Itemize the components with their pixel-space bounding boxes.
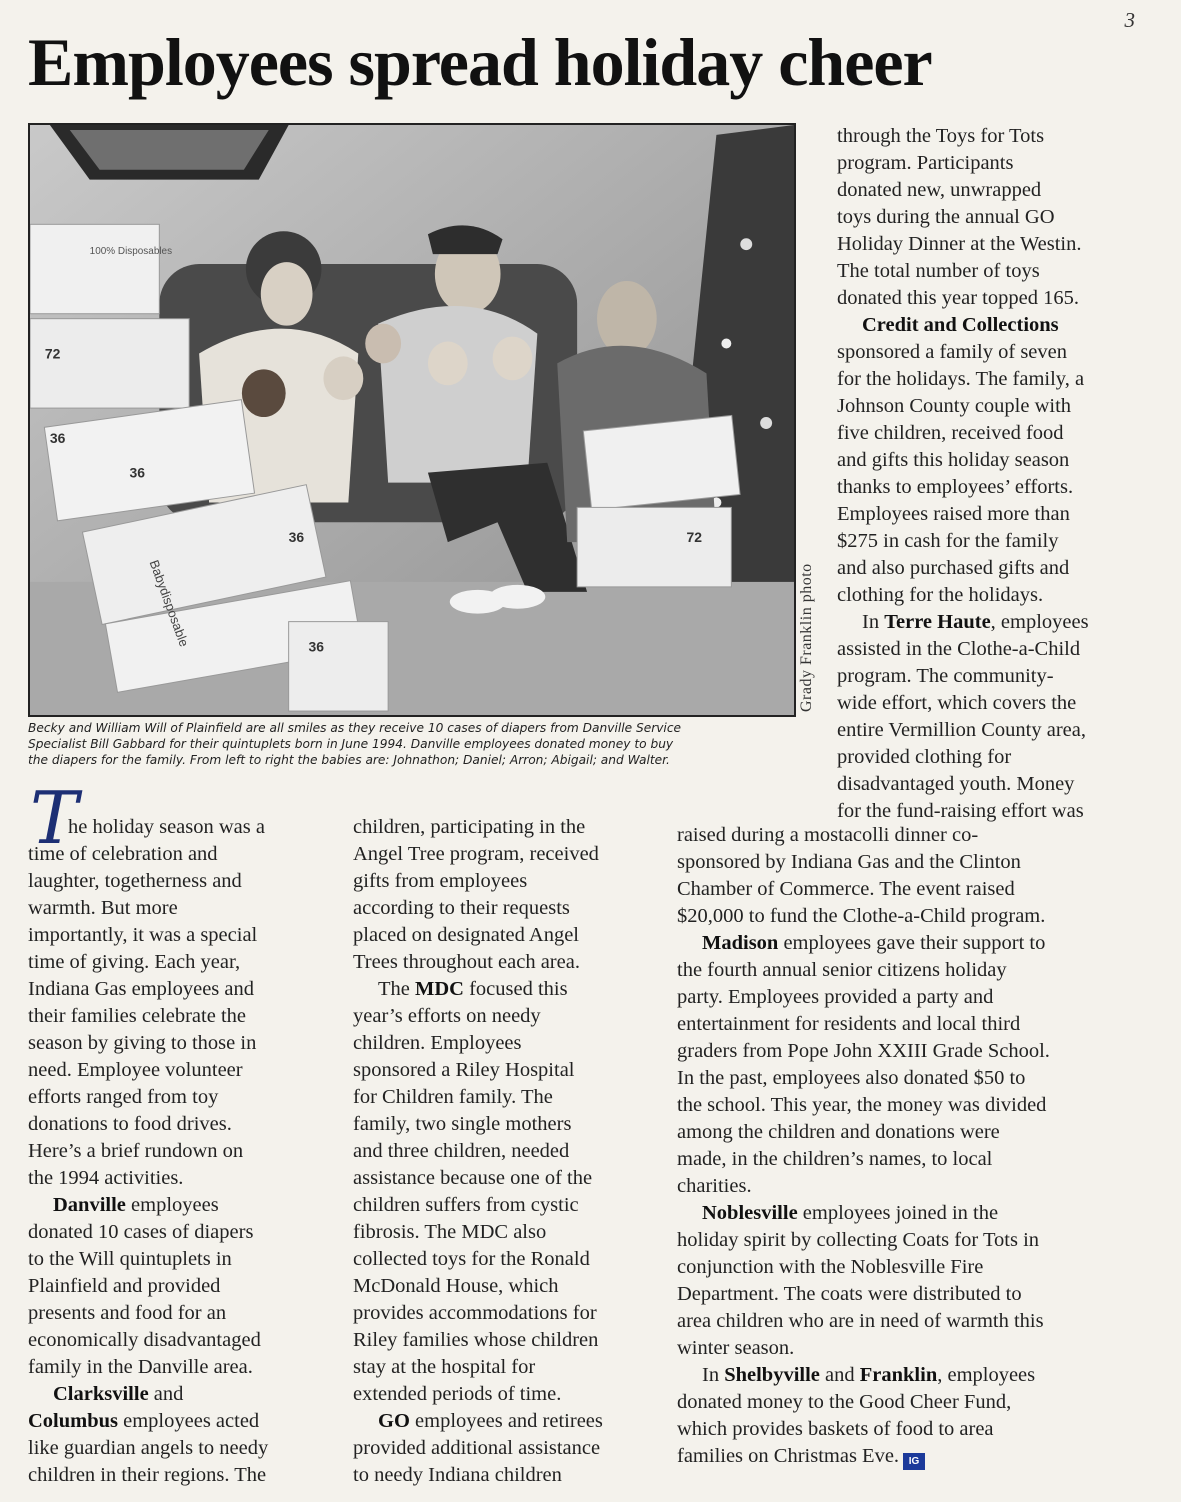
text-line [837,393,1089,420]
text-line [837,636,1089,663]
text-run: assistance because one of the [353,1167,593,1189]
text-run: Trees throughout each area. [353,951,580,973]
text-run: assisted in the Clothe-a-Child [837,638,1081,660]
text-run: winter season. [677,1337,795,1359]
text-line [28,1030,268,1057]
text-line [28,1057,268,1084]
text-run: for the holidays. The family, a [837,368,1085,390]
drop-cap: T [30,776,79,860]
text-line [28,1219,268,1246]
text-line [353,1435,603,1462]
text-line [677,1119,1050,1146]
text-run: importantly, it was a special [28,924,258,946]
text-line [28,922,268,949]
text-run: to needy Indiana children [353,1464,562,1486]
bold-location: Franklin [859,1364,938,1386]
text-run: to the Will quintuplets in [28,1248,232,1270]
text-line [677,849,1050,876]
text-line [28,1192,268,1219]
text-run: time of celebration and [28,843,218,865]
photo-box-label: 36 [49,429,66,446]
article-column-1 [28,814,268,1489]
ig-logo-icon: IG [903,1453,925,1470]
text-run: for Children family. The [353,1086,553,1108]
text-run: conjunction with the Noblesville Fire [677,1256,984,1278]
text-line [837,582,1089,609]
text-line [837,663,1089,690]
text-line [28,868,268,895]
text-line [353,976,603,1003]
text-line [837,123,1089,150]
text-run: collected toys for the Ronald [353,1248,590,1270]
text-run: provides accommodations for [353,1302,597,1324]
text-run: he holiday season was a [68,816,265,838]
text-run: , employees [937,1364,1036,1386]
text-run: The total number of toys [837,260,1040,282]
bold-location: Danville [53,1194,126,1216]
text-line [28,976,268,1003]
caption-line: Becky and William Will of Plainfield are all smiles as they receive 10 cases of diapers from Danville Service [28,721,682,735]
text-line [28,1111,268,1138]
text-line [353,1192,603,1219]
text-run: employees acted [118,1410,260,1432]
text-line [837,717,1089,744]
text-run: The [378,978,415,1000]
text-run: entertainment for residents and local third [677,1013,1021,1035]
text-line [837,771,1089,798]
text-line [837,474,1089,501]
text-line [837,690,1089,717]
text-line [353,1300,603,1327]
text-run: raised during a mostacolli dinner co- [677,824,979,846]
text-run: sponsored a family of seven [837,341,1067,363]
text-line [353,1138,603,1165]
text-run: In [702,1364,725,1386]
text-run: children in their regions. The [28,1464,267,1486]
text-run: In the past, employees also donated $50 to [677,1067,1026,1089]
text-line [353,949,603,976]
text-line [28,1381,268,1408]
text-run: Johnson County couple with [837,395,1072,417]
text-run: sponsored by Indiana Gas and the Clinton [677,851,1021,873]
text-run: McDonald House, which [353,1275,559,1297]
text-line [353,895,603,922]
text-line [677,1281,1050,1308]
text-line [677,822,1050,849]
text-line [28,1408,268,1435]
text-line [28,949,268,976]
text-run: time of giving. Each year, [28,951,241,973]
text-run: holiday spirit by collecting Coats for Tots in [677,1229,1040,1251]
text-line [28,1354,268,1381]
text-line [837,258,1089,285]
text-run: In [862,611,885,633]
text-line [837,447,1089,474]
photo-box-label: 36 [129,464,145,481]
text-line [677,1308,1050,1335]
text-line [837,285,1089,312]
text-run: and three children, needed [353,1140,570,1162]
text-line [353,1030,603,1057]
caption-line: Specialist Bill Gabbard for their quintuplets born in June 1994. Danville employees donated money to buy [28,737,674,751]
text-line [837,312,1089,339]
text-run: focused this [463,978,568,1000]
text-line [677,930,1050,957]
text-run: program. Participants [837,152,1014,174]
text-line [677,1443,1050,1470]
article-column-3 [677,822,1050,1470]
text-run: $20,000 to fund the Clothe-a-Child program. [677,905,1046,927]
text-line [677,1254,1050,1281]
text-run: Riley families whose children [353,1329,599,1351]
bold-location: Madison [702,932,779,954]
text-run: their families celebrate the [28,1005,246,1027]
text-run: the 1994 activities. [28,1167,184,1189]
text-line [28,895,268,922]
text-line [353,814,603,841]
text-run: Chamber of Commerce. The event raised [677,878,1015,900]
text-run: donations to food drives. [28,1113,232,1135]
text-run: Holiday Dinner at the Westin. [837,233,1082,255]
text-run: employees gave their support to [778,932,1046,954]
text-line [677,1227,1050,1254]
text-run: among the children and donations were [677,1121,1000,1143]
text-run: extended periods of time. [353,1383,562,1405]
text-run: and [819,1364,860,1386]
text-line [837,609,1089,636]
text-line [837,150,1089,177]
text-run: family, two single mothers [353,1113,572,1135]
bold-location: Terre Haute [884,611,991,633]
text-line [677,1389,1050,1416]
photo-box-label: 36 [308,638,325,655]
text-run: Here’s a brief rundown on [28,1140,244,1162]
photo-box-label: 36 [288,529,305,546]
text-run: wide effort, which covers the [837,692,1077,714]
text-line [837,366,1089,393]
text-line [677,1416,1050,1443]
text-line [353,1327,603,1354]
text-run: children, participating in the [353,816,586,838]
text-run: efforts ranged from toy [28,1086,219,1108]
text-line [28,841,268,868]
text-run: laughter, togetherness and [28,870,242,892]
text-line [677,957,1050,984]
text-run: like guardian angels to needy [28,1437,269,1459]
text-run: need. Employee volunteer [28,1059,243,1081]
text-line [28,1246,268,1273]
text-line [28,814,268,841]
text-run: the fourth annual senior citizens holiday [677,959,1007,981]
bold-location: Clarksville [53,1383,149,1405]
photo-caption [28,720,798,768]
page-number: 3 [1124,8,1135,32]
text-line [677,1038,1050,1065]
text-run: program. The community- [837,665,1054,687]
text-run: warmth. But more [28,897,178,919]
text-line [677,1146,1050,1173]
text-run: Angel Tree program, received [353,843,599,865]
text-run: employees joined in the [797,1202,999,1224]
text-line [677,1362,1050,1389]
text-line [353,841,603,868]
photo-box-label: 72 [686,529,703,546]
photo-box-label: Babydisposable [146,557,192,649]
text-line [677,1335,1050,1362]
text-line [353,1111,603,1138]
text-line [837,339,1089,366]
text-run: graders from Pope John XXIII Grade School. [677,1040,1050,1062]
text-run: party. Employees provided a party and [677,986,994,1008]
text-line [837,204,1089,231]
text-run: five children, received food [837,422,1064,444]
text-line [28,1435,268,1462]
text-run: which provides baskets of food to area [677,1418,994,1440]
photo-credit: Grady Franklin photo [798,563,815,712]
text-line [837,177,1089,204]
bold-location: Credit and Collections [862,314,1059,336]
headline: Employees spread holiday cheer [28,24,932,100]
text-line [28,1462,268,1489]
text-line [28,1084,268,1111]
text-run: and gifts this holiday season [837,449,1070,471]
text-run: Indiana Gas employees and [28,978,254,1000]
text-run: the school. This year, the money was divided [677,1094,1047,1116]
text-line [837,420,1089,447]
text-run: $275 in cash for the family [837,530,1059,552]
text-run: sponsored a Riley Hospital [353,1059,575,1081]
text-run: entire Vermillion County area, [837,719,1086,741]
text-line [677,1173,1050,1200]
text-line [353,1381,603,1408]
text-line [353,1462,603,1489]
text-run: employees [125,1194,219,1216]
text-line [837,501,1089,528]
text-line [677,903,1050,930]
text-line [353,1084,603,1111]
article-column-side [837,123,1089,825]
text-line [353,1246,603,1273]
text-run: children suffers from cystic [353,1194,579,1216]
text-line [677,876,1050,903]
text-run: donated new, unwrapped [837,179,1042,201]
text-run: Department. The coats were distributed to [677,1283,1022,1305]
text-line [353,1003,603,1030]
text-run: employees and retirees [409,1410,603,1432]
text-line [837,744,1089,771]
text-run: thanks to employees’ efforts. [837,476,1074,498]
text-line [837,528,1089,555]
text-line [353,922,603,949]
text-line [28,1327,268,1354]
text-run: clothing for the holidays. [837,584,1044,606]
text-line [677,1011,1050,1038]
text-run: made, in the children’s names, to local [677,1148,993,1170]
text-run: economically disadvantaged [28,1329,261,1351]
text-run: disadvantaged youth. Money [837,773,1075,795]
text-line [677,1200,1050,1227]
text-line [353,1408,603,1435]
text-line [28,1300,268,1327]
bold-location: Columbus [28,1410,119,1432]
article-column-2 [353,814,603,1489]
news-photo [28,123,796,717]
text-run: stay at the hospital for [353,1356,536,1378]
text-line [28,1003,268,1030]
text-run: donated this year topped 165. [837,287,1079,309]
text-line [677,984,1050,1011]
text-line [837,555,1089,582]
text-line [677,1065,1050,1092]
text-run: fibrosis. The MDC also [353,1221,547,1243]
text-run: toys during the annual GO [837,206,1055,228]
text-run: year’s efforts on needy [353,1005,541,1027]
text-line [837,798,1089,825]
text-run: children. Employees [353,1032,522,1054]
text-run: provided clothing for [837,746,1012,768]
photo-box-label: 100% Disposables [89,246,173,258]
text-run: families on Christmas Eve. [677,1445,900,1467]
text-run: and also purchased gifts and [837,557,1070,579]
text-line [28,1165,268,1192]
bold-location: GO [378,1410,410,1432]
text-run: season by giving to those in [28,1032,257,1054]
text-run: gifts from employees [353,870,528,892]
text-line [353,1273,603,1300]
text-run: according to their requests [353,897,570,919]
bold-location: Noblesville [702,1202,798,1224]
text-line [353,1165,603,1192]
text-run: donated money to the Good Cheer Fund, [677,1391,1012,1413]
text-line [353,1057,603,1084]
text-run: through the Toys for Tots [837,125,1045,147]
text-line [837,231,1089,258]
caption-line: the diapers for the family. From left to right the babies are: Johnathon; Daniel; Arron; Abigail; and Walter. [28,753,670,767]
bold-location: Shelbyville [724,1364,820,1386]
text-run: presents and food for an [28,1302,227,1324]
bold-location: MDC [415,978,464,1000]
photo-box-label: 72 [44,345,61,362]
text-line [353,1354,603,1381]
text-line [353,1219,603,1246]
text-run: , employees [990,611,1089,633]
text-line [677,1092,1050,1119]
text-run: charities. [677,1175,752,1197]
text-run: Plainfield and provided [28,1275,221,1297]
text-line [353,868,603,895]
photo-illustration [30,125,794,715]
text-run: placed on designated Angel [353,924,580,946]
text-run: and [148,1383,184,1405]
text-run: area children who are in need of warmth this [677,1310,1044,1332]
text-run: provided additional assistance [353,1437,601,1459]
text-run: for the fund-raising effort was [837,800,1084,822]
text-line [28,1273,268,1300]
text-line [28,1138,268,1165]
text-run: Employees raised more than [837,503,1070,525]
text-run: donated 10 cases of diapers [28,1221,254,1243]
text-run: family in the Danville area. [28,1356,253,1378]
